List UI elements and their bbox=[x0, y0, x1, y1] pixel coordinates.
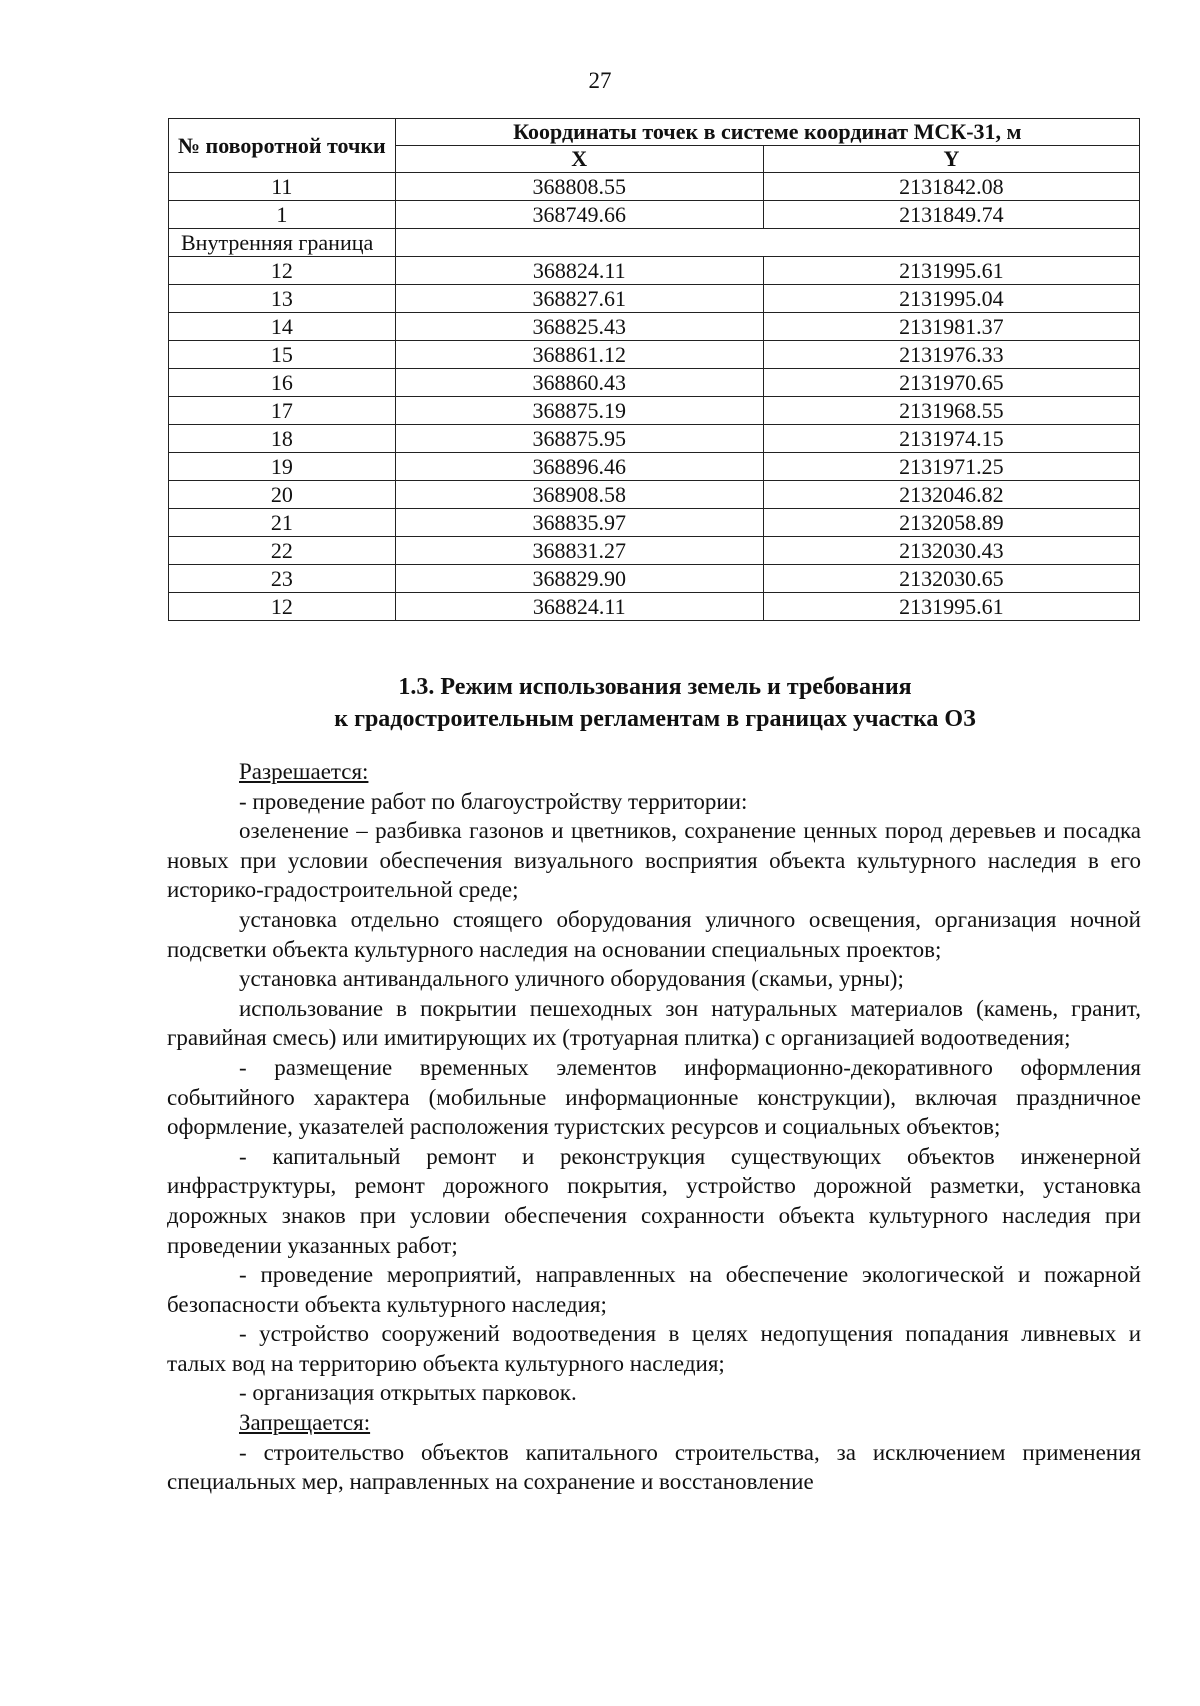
table-row bbox=[169, 257, 1140, 285]
cell-point-number: 23 bbox=[169, 565, 396, 593]
table-row bbox=[169, 565, 1140, 593]
table-row bbox=[169, 313, 1140, 341]
cell-x: 368875.95 bbox=[395, 425, 763, 453]
cell-y: 2131974.15 bbox=[763, 425, 1139, 453]
cell-y: 2131995.61 bbox=[763, 593, 1139, 621]
cell-point-number: 21 bbox=[169, 509, 396, 537]
header-y: Y bbox=[763, 146, 1139, 173]
header-point-number: № поворотной точки bbox=[169, 119, 396, 173]
cell-point-number: 20 bbox=[169, 481, 396, 509]
cell-x: 368860.43 bbox=[395, 369, 763, 397]
cell-x: 368835.97 bbox=[395, 509, 763, 537]
cell-y: 2132058.89 bbox=[763, 509, 1139, 537]
table-row bbox=[169, 285, 1140, 313]
cell-point-number: 12 bbox=[169, 257, 396, 285]
table-row bbox=[169, 537, 1140, 565]
cell-y: 2131842.08 bbox=[763, 173, 1139, 201]
cell-x: 368861.12 bbox=[395, 341, 763, 369]
table-row bbox=[169, 453, 1140, 481]
cell-x: 368831.27 bbox=[395, 537, 763, 565]
section-blank bbox=[395, 229, 1139, 257]
cell-point-number: 12 bbox=[169, 593, 396, 621]
cell-y: 2131970.65 bbox=[763, 369, 1139, 397]
cell-y: 2131981.37 bbox=[763, 313, 1139, 341]
cell-y: 2131968.55 bbox=[763, 397, 1139, 425]
cell-x: 368749.66 bbox=[395, 201, 763, 229]
heading-line-2: к градостроительным регламентам в границах участка ОЗ bbox=[334, 706, 976, 732]
allowed-label: Разрешается: bbox=[239, 759, 369, 784]
page-number: 27 bbox=[588, 68, 612, 93]
header-coordinates: Координаты точек в системе координат МСК-31, м bbox=[395, 119, 1139, 146]
table-row bbox=[169, 425, 1140, 453]
section-label: Внутренняя граница bbox=[169, 229, 396, 257]
cell-y: 2132030.65 bbox=[763, 565, 1139, 593]
cell-point-number: 1 bbox=[169, 201, 396, 229]
cell-y: 2131995.61 bbox=[763, 257, 1139, 285]
cell-y: 2132030.43 bbox=[763, 537, 1139, 565]
cell-x: 368825.43 bbox=[395, 313, 763, 341]
paragraph: - строительство объектов капитального строительства, за исключением применения специальных мер, направленных на сохранение и восстановление bbox=[167, 1439, 1141, 1495]
cell-point-number: 16 bbox=[169, 369, 396, 397]
cell-point-number: 18 bbox=[169, 425, 396, 453]
cell-x: 368824.11 bbox=[395, 257, 763, 285]
body-text bbox=[167, 757, 1141, 1497]
paragraph: установка отдельно стоящего оборудования уличного освещения, организация ночной подсветки объекта культурного наследия на основании специальных проектов; bbox=[167, 906, 1141, 962]
section-row bbox=[169, 229, 1140, 257]
cell-x: 368808.55 bbox=[395, 173, 763, 201]
paragraph: - устройство сооружений водоотведения в целях недопущения попадания ливневых и талых вод на территорию объекта культурного наследия; bbox=[167, 1321, 1141, 1376]
paragraph: использование в покрытии пешеходных зон натуральных материалов (камень, гранит, гравийная смесь) или имитирующих их (тротуарная плитка) с организацией водоотведения; bbox=[167, 995, 1141, 1051]
coordinates-table bbox=[168, 118, 1140, 621]
cell-y: 2131976.33 bbox=[763, 341, 1139, 369]
paragraph: - проведение мероприятий, направленных на обеспечение экологической и пожарной безопасности объекта культурного наследия; bbox=[167, 1262, 1141, 1317]
table-row bbox=[169, 341, 1140, 369]
cell-x: 368875.19 bbox=[395, 397, 763, 425]
cell-point-number: 22 bbox=[169, 537, 396, 565]
cell-point-number: 19 bbox=[169, 453, 396, 481]
paragraph: - организация открытых парковок. bbox=[239, 1380, 577, 1406]
cell-y: 2131995.04 bbox=[763, 285, 1139, 313]
table-row bbox=[169, 509, 1140, 537]
table-row bbox=[169, 173, 1140, 201]
cell-point-number: 15 bbox=[169, 341, 396, 369]
header-x: X bbox=[395, 146, 763, 173]
cell-y: 2131849.74 bbox=[763, 201, 1139, 229]
paragraph: - размещение временных элементов информационно-декоративного оформления событийного характера (мобильные информационные конструкции), включая праздничное оформление, указателей расположения туристских ресурсов и социальных объектов; bbox=[167, 1054, 1141, 1140]
table-row bbox=[169, 201, 1140, 229]
paragraph: установка антивандального уличного оборудования (скамьи, урны); bbox=[239, 966, 904, 992]
paragraph: - проведение работ по благоустройству территории: bbox=[239, 788, 748, 814]
paragraph: озеленение – разбивка газонов и цветников, сохранение ценных пород деревьев и посадка новых при условии обеспечения визуального восприятия объекта культурного наследия в его историко-градостроительной среде; bbox=[167, 818, 1141, 903]
cell-x: 368824.11 bbox=[395, 593, 763, 621]
cell-x: 368829.90 bbox=[395, 565, 763, 593]
table-row bbox=[169, 481, 1140, 509]
table-row bbox=[169, 397, 1140, 425]
cell-point-number: 13 bbox=[169, 285, 396, 313]
cell-y: 2132046.82 bbox=[763, 481, 1139, 509]
heading-line-1: 1.3. Режим использования земель и требования bbox=[398, 674, 912, 700]
table-row bbox=[169, 593, 1140, 621]
cell-point-number: 14 bbox=[169, 313, 396, 341]
cell-y: 2131971.25 bbox=[763, 453, 1139, 481]
paragraph: - капитальный ремонт и реконструкция существующих объектов инженерной инфраструктуры, ремонт дорожного покрытия, устройство дорожной разметки, установка дорожных знаков при условии обеспечения сохранности объекта культурного наследия при проведении указанных работ; bbox=[167, 1143, 1141, 1258]
cell-x: 368896.46 bbox=[395, 453, 763, 481]
cell-point-number: 11 bbox=[169, 173, 396, 201]
table-row bbox=[169, 369, 1140, 397]
section-heading bbox=[0, 671, 1200, 735]
cell-point-number: 17 bbox=[169, 397, 396, 425]
forbidden-label: Запрещается: bbox=[239, 1410, 371, 1436]
cell-x: 368827.61 bbox=[395, 285, 763, 313]
cell-x: 368908.58 bbox=[395, 481, 763, 509]
